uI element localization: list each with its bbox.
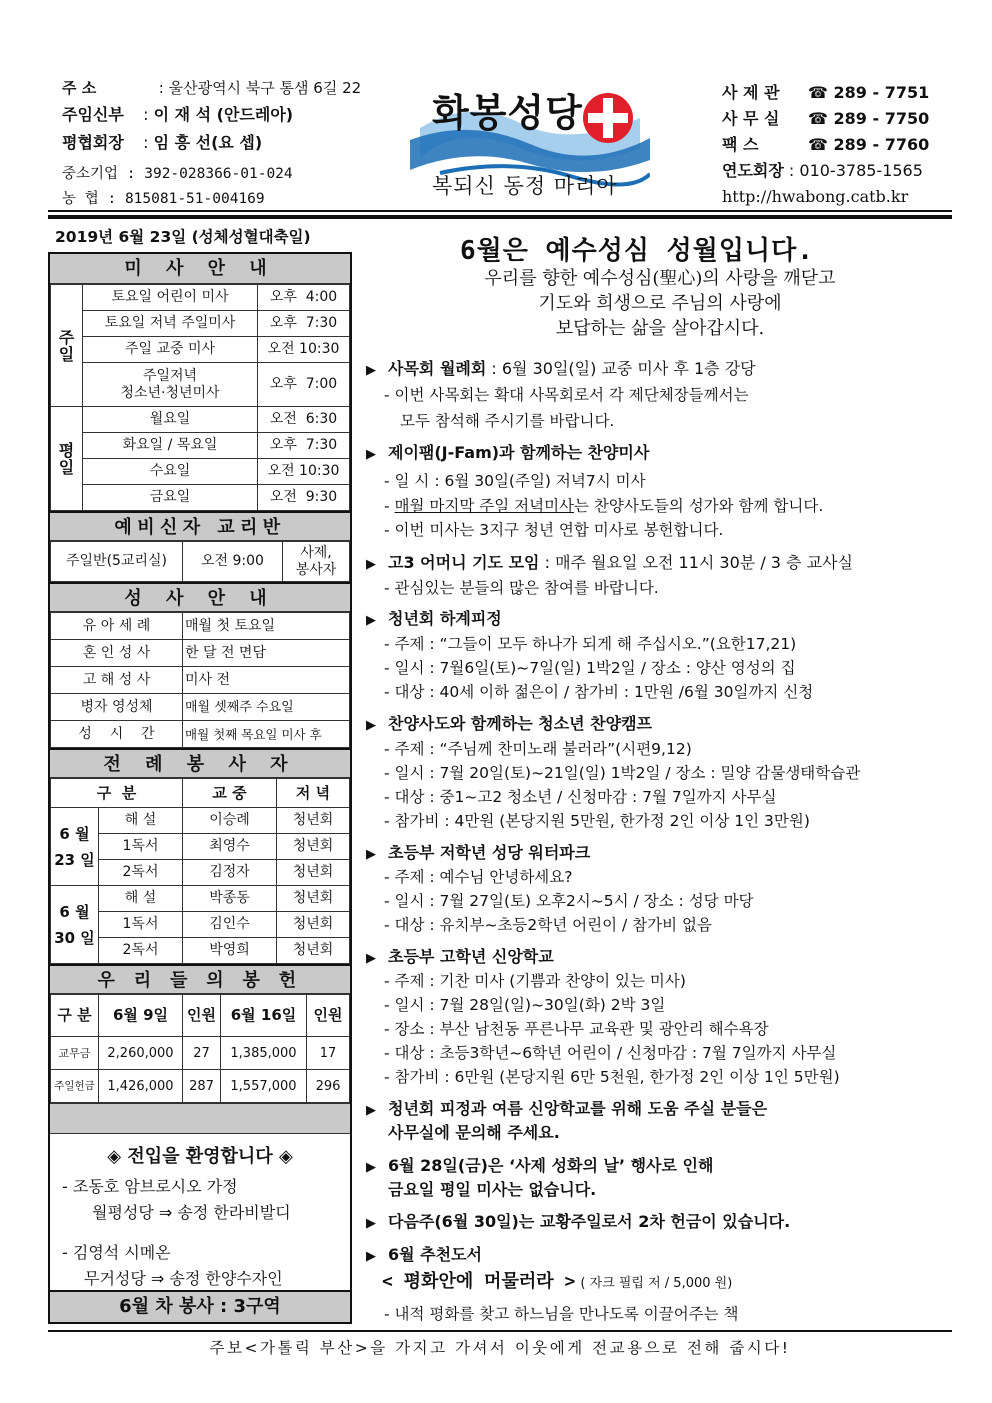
notice-volunteers: ▶ 청년회 피정과 여름 신앙학교를 위해 도움 주실 분들은 [366,1097,767,1123]
notice-line: - 일시 : 7월 20일(토)~21일(일) 1박2일 / 장소 : 밀양 감물생태학습관 [384,764,861,782]
mass-name: 토요일 어린이 미사 [83,285,258,311]
catechumen-teacher: 사제, 봉사자 [283,542,350,582]
notice-line: - 일 시 : 6월 30일(주일) 저녁7시 미사 [384,472,646,490]
church-name: 화봉성당 [432,90,583,135]
fax-phone: 팩 스 ☎ 289 - 7760 [722,135,930,154]
notice-line: - 주제 : 기찬 미사 (기쁨과 찬양이 있는 미사) [384,972,686,990]
server-name: 김정자 [183,860,277,886]
bank-account-2: 농 협 : 815081-51-004169 [62,191,265,207]
welcome-title: ◈ 전입을 환영합니다 ◈ [107,1146,293,1167]
gray-spacer [50,1103,350,1134]
book-title: < 평화안에 머물러라 > [382,1271,576,1292]
notice-line: - 매월 마지막 주일 저녁미사는 찬양사도들의 성가와 함께 합니다. [384,497,824,515]
notice-line: - 일시 : 7월 28일(일)~30일(화) 2박 3일 [384,996,666,1014]
notice-line: 모두 참석해 주시기를 바랍니다. [400,412,615,430]
notice-line: 사무실에 문의해 주세요. [388,1123,560,1142]
sacrament-name: 병자 영성체 [51,694,183,721]
patron-saint: 복되신 동정 마리아 [432,174,618,198]
mass-time: 오전 10:30 [258,337,350,363]
mass-name: 토요일 저녁 주일미사 [83,311,258,337]
offering-type: 교무금 [51,1037,99,1070]
sacrament-name: 성 시 간 [51,721,183,748]
intro-line: 보답하는 삶을 살아갑시다. [555,318,765,339]
notice-line: - 대상 : 초등3학년~6학년 어린이 / 신청마감 : 7월 7일까지 사무실 [384,1044,837,1062]
offering-count: 17 [307,1037,350,1070]
triangle-bullet-icon: ▶ [366,1103,376,1118]
notice-priest-day: ▶ 6월 28일(금)은 ‘사제 성화의 날’ 행사로 인해 [366,1154,713,1180]
triangle-bullet-icon: ▶ [366,718,376,733]
sacrament-when: 한 달 전 면담 [183,640,350,667]
servers-date: 6 월 23 일 [51,808,99,886]
sacrament-when: 매월 첫째 목요일 미사 후 [183,721,350,748]
book-line [382,1270,732,1296]
header-rule [48,210,952,212]
mass-name: 화요일 / 목요일 [83,433,258,459]
phone-icon: ☎ [808,135,828,154]
mass-name: 월요일 [83,407,258,433]
notice-youth-retreat: ▶ 청년회 하계피정 [366,607,502,633]
triangle-bullet-icon: ▶ [366,1249,376,1264]
offering-type: 주일헌금 [51,1070,99,1103]
welcome-transfer: 무거성당 ⇒ 송정 한양수자인 [84,1269,283,1288]
notice-line: - 일시 : 7월6일(토)~7일(일) 1박2일 / 장소 : 양산 영성의 집 [384,659,796,677]
servers-col-main: 교 중 [183,779,277,808]
notice-council: ▶ 사목회 월례회 : 6월 30일(일) 교중 미사 후 1층 강당 [366,357,756,383]
server-evening: 청년회 [277,860,350,886]
welcome-family: - 김영석 시메온 [62,1243,171,1262]
offering-count: 287 [183,1070,221,1103]
notice-praise-camp: ▶ 찬양사도와 함께하는 청소년 찬양캠프 [366,712,652,738]
triangle-bullet-icon: ▶ [366,1216,376,1231]
mass-name: 주일 교중 미사 [83,337,258,363]
notice-line: - 대상 : 40세 이하 젊은이 / 참가비 : 1만원 /6월 30일까지 신청 [384,683,814,701]
triangle-bullet-icon: ▶ [366,557,376,572]
notice-line: - 일시 : 7월 27일(토) 오후2시~5시 / 장소 : 성당 마당 [384,892,754,910]
catechumen-table [50,541,350,582]
server-evening: 청년회 [277,808,350,834]
phone-icon: ☎ [808,83,828,102]
notice-line: - 장소 : 부산 남천동 푸른나무 교육관 및 광안리 해수욕장 [384,1020,769,1038]
triangle-bullet-icon: ▶ [366,847,376,862]
catechumen-time: 오전 9:00 [183,542,283,582]
catechumen-class: 주일반(5교리실) [51,542,183,582]
notice-papal-sunday: ▶ 다음주(6월 30일)는 교황주일로서 2차 헌금이 있습니다. [366,1210,790,1236]
sacraments-table [50,612,350,748]
phone-icon: ☎ [808,109,828,128]
server-evening: 청년회 [277,886,350,912]
servers-title: 전 례 봉 사 자 [50,748,350,778]
offering-amount: 1,385,000 [221,1037,307,1070]
server-role: 해 설 [99,886,183,912]
date-line: 2019년 6월 23일 (성체성혈대축일) [55,228,311,246]
server-name: 이승례 [183,808,277,834]
mass-schedule-title: 미 사 안 내 [50,254,350,284]
server-role: 1독서 [99,834,183,860]
notice-line: - 주제 : 예수님 안녕하세요? [384,868,573,886]
server-name: 박영희 [183,938,277,964]
office-phone: 사 무 실 ☎ 289 - 7750 [722,109,930,128]
offering-amount: 1,426,000 [99,1070,183,1103]
servers-date: 6 월 30 일 [51,886,99,964]
info-sidebar [48,252,352,1324]
triangle-bullet-icon: ▶ [366,951,376,966]
server-evening: 청년회 [277,834,350,860]
server-role: 2독서 [99,938,183,964]
notice-line: 금요일 평일 미사는 없습니다. [388,1180,597,1199]
offering-col-category: 구 분 [51,995,99,1037]
welcome-list [50,1174,350,1292]
notice-book: ▶ 6월 추천도서 [366,1243,482,1269]
header-rule-thick [48,215,952,219]
notice-line: - 이번 사목회는 확대 사목회로서 각 제단체장들께서는 [384,386,749,404]
sacrament-when: 매월 첫 토요일 [183,613,350,640]
server-evening: 청년회 [277,912,350,938]
offering-col-count1: 인원 [183,995,221,1037]
service-group: 6월 차 봉사 : 3구역 [50,1290,350,1322]
notice-line: - 관심있는 분들의 많은 참여를 바랍니다. [384,579,659,597]
sacrament-when: 매월 셋째주 수요일 [183,694,350,721]
notice-line: - 주제 : “그들이 모두 하나가 되게 해 주십시오.”(요한17,21) [384,635,797,653]
triangle-bullet-icon: ▶ [366,613,376,628]
book-meta: ( 자크 필립 저 / 5,000 원) [580,1276,733,1291]
sacraments-title: 성 사 안 내 [50,582,350,612]
servers-table [50,778,350,964]
offering-table [50,994,350,1103]
mass-time: 오전 6:30 [258,407,350,433]
offering-amount: 2,260,000 [99,1037,183,1070]
sacrament-name: 혼 인 성 사 [51,640,183,667]
mass-time: 오전 10:30 [258,459,350,485]
notice-line: - 대상 : 중1~고2 청소년 / 신청마감 : 7월 7일까지 사무실 [384,788,777,806]
server-name: 최영수 [183,834,277,860]
mass-time: 오후 7:30 [258,433,350,459]
address-line: 주 소 : 울산광역시 북구 통샘 6길 22 [62,79,362,97]
pastor-line: 주임신부 : 이 재 석 (안드레아) [62,105,294,124]
server-name: 김인수 [183,912,277,938]
intro-line: 우리를 향한 예수성심(聖心)의 사랑을 깨닫고 [484,268,836,289]
triangle-bullet-icon: ▶ [366,1160,376,1175]
mass-time: 오후 4:00 [258,285,350,311]
catechumen-title: 예비신자 교리반 [50,511,350,541]
offering-title: 우 리 들 의 봉 헌 [50,964,350,994]
welcome-family: - 조동호 암브로시오 가정 [62,1177,238,1196]
rectory-phone: 사 제 관 ☎ 289 - 7751 [722,83,930,102]
mass-time: 오후 7:00 [258,363,350,407]
welcome-transfer: 월평성당 ⇒ 송정 한라비발디 [92,1203,291,1222]
mass-name: 금요일 [83,485,258,511]
offering-amount: 1,557,000 [221,1070,307,1103]
servers-col-evening: 저 녁 [277,779,350,808]
sacrament-name: 유 아 세 례 [51,613,183,640]
sunday-label: 주 일 [51,285,83,407]
server-role: 1독서 [99,912,183,938]
notice-line: - 주제 : “주님께 찬미노래 불러라”(시편9,12) [384,740,692,758]
servers-col-category: 구 분 [51,779,183,808]
mass-time: 오후 7:30 [258,311,350,337]
bank-account-1: 중소기업 : 392-028366-01-024 [62,166,293,182]
yeondo-phone: 연도회장 : 010-3785-1565 [722,161,923,180]
sacrament-when: 미사 전 [183,667,350,694]
server-role: 해 설 [99,808,183,834]
server-name: 박종동 [183,886,277,912]
council-line: 평협회장 : 임 흥 선(요 셉) [62,133,263,152]
mass-name: 수요일 [83,459,258,485]
offering-col-count2: 인원 [307,995,350,1037]
mass-time: 오전 9:30 [258,485,350,511]
mass-schedule-table [50,284,350,511]
triangle-bullet-icon: ▶ [366,447,376,462]
server-evening: 청년회 [277,938,350,964]
notice-line: - 이번 미사는 3지구 청년 연합 미사로 봉헌합니다. [384,521,724,539]
book-description: - 내적 평화를 찾고 하느님을 만나도록 이끌어주는 책 [384,1305,739,1323]
headline: 6월은 예수성심 성월입니다. [460,236,814,266]
mass-name: 주일저녁 청소년·청년미사 [83,363,258,407]
sacrament-name: 고 해 성 사 [51,667,183,694]
triangle-bullet-icon: ▶ [366,363,376,378]
notice-faith-school: ▶ 초등부 고학년 신앙학교 [366,945,554,971]
notice-line: - 참가비 : 4만원 (본당지원 5만원, 한가정 2인 이상 1인 3만원) [384,812,810,830]
offering-count: 296 [307,1070,350,1103]
website-link[interactable]: http://hwabong.catb.kr [722,187,909,206]
notice-line: - 참가비 : 6만원 (본당지원 6만 5천원, 한가정 2인 이상 1인 5만원) [384,1068,840,1086]
red-cross-icon [582,92,634,144]
server-role: 2독서 [99,860,183,886]
notice-mothers-prayer: ▶ 고3 어머니 기도 모임 : 매주 월요일 오전 11시 30분 / 3 층 교사실 [366,551,853,577]
notice-waterpark: ▶ 초등부 저학년 성당 워터파크 [366,841,590,867]
footer-rule [48,1330,952,1332]
footer-message: 주보<가톨릭 부산>을 가지고 가셔서 이웃에게 전교용으로 전해 줍시다! [209,1339,791,1357]
offering-count: 27 [183,1037,221,1070]
offering-col-date2: 6월 16일 [221,995,307,1037]
notice-jfam: ▶ 제이팸(J-Fam)과 함께하는 찬양미사 [366,441,649,467]
notice-line: - 대상 : 유치부~초등2학년 어린이 / 참가비 없음 [384,916,712,934]
weekday-label: 평 일 [51,407,83,511]
offering-col-date1: 6월 9일 [99,995,183,1037]
intro-line: 기도와 희생으로 주님의 사랑에 [538,293,782,314]
